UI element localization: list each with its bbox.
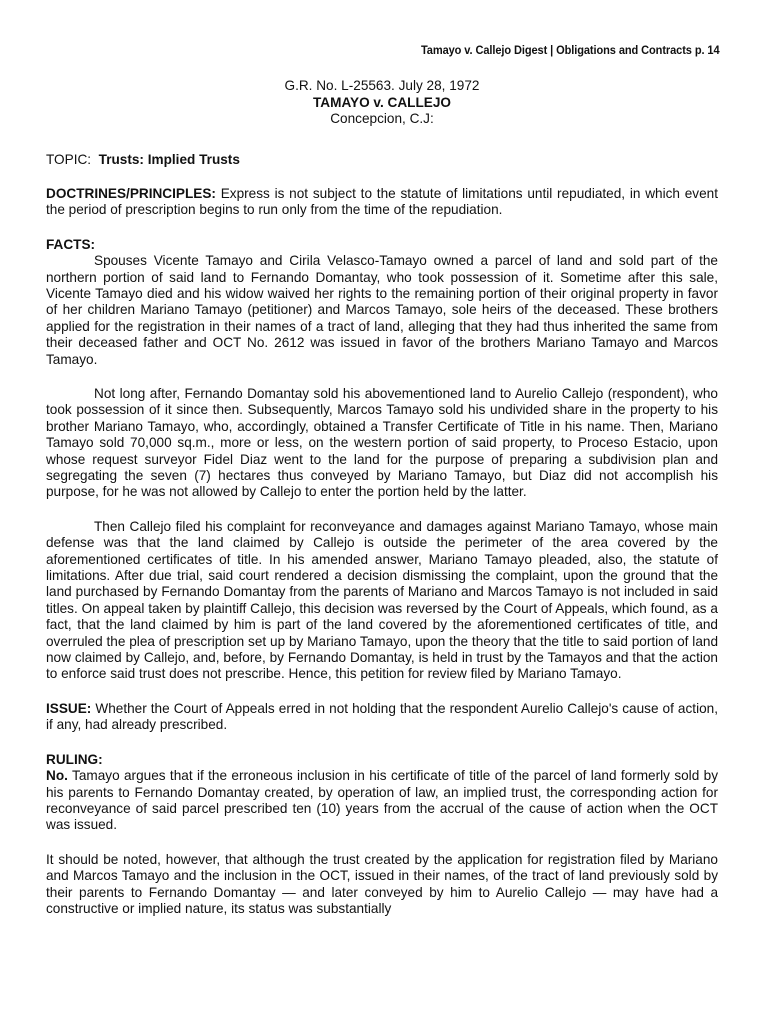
doctrines-paragraph xyxy=(46,186,718,219)
ruling-heading: RULING: xyxy=(46,751,103,767)
case-title: TAMAYO v. CALLEJO xyxy=(313,94,451,110)
topic-value: Trusts: Implied Trusts xyxy=(98,151,240,167)
running-header: Tamayo v. Callejo Digest | Obligations and Contracts p. 14 xyxy=(421,43,720,57)
facts-paragraph-1: Spouses Vicente Tamayo and Cirila Velasco-Tamayo owned a parcel of land and sold part of the northern portion of said land to Fernando Domantay, who took possession of it. Sometime after this sale, Vicente Tamayo died and his widow waived her rights to the remaining portion of their original property in favor of her children Mariano Tamayo (petitioner) and Marcos Tamayo, sole heirs of the deceased. These brothers applied for the registration in their names of a tract of land, alleging that they had thus inherited the same from their deceased father and OCT No. 2612 was issued in favor of the brothers Mariano Tamayo and Marcos Tamayo. xyxy=(46,253,718,367)
topic-line xyxy=(46,152,718,168)
ruling-lead: No. xyxy=(46,768,68,784)
facts-heading: FACTS: xyxy=(46,236,96,252)
doctrines-text: Express is not subject to the statute of limitations until repudiated, in which event the period of prescription begins to run only from the time of the repudiation. xyxy=(46,185,718,218)
facts-paragraph-3: Then Callejo filed his complaint for reconveyance and damages against Mariano Tamayo, whose main defense was that the land claimed by Callejo is outside the perimeter of the area covered by the aforementioned certificates of title. In his amended answer, Mariano Tamayo pleaded, also, the statute of limitations. After due trial, said court rendered a decision dismissing the complaint, upon the ground that the land purchased by Fernando Domantay from the parents of Mariano and Marcos Tamayo is not included in said titles. On appeal taken by plaintiff Callejo, this decision was reversed by the Court of Appeals, which found, as a fact, that the land claimed by him is part of the land covered by the aforementioned certificates of title, and overruled the plea of prescription set up by Mariano Tamayo, upon the theory that the title to said portion of land now claimed by Callejo, and, before, by Fernando Domantay, is held in trust by the Tamayos and that the action to enforce said trust does not prescribe. Hence, this petition for review filed by Mariano Tamayo. xyxy=(46,518,718,682)
gr-number: G.R. No. L-25563. July 28, 1972 xyxy=(284,78,480,93)
ruling-paragraph-2: It should be noted, however, that although the trust created by the application for registration filed by Mariano and Marcos Tamayo and the inclusion in the OCT, issued in their names, of the tract of land previously sold by their parents to Fernando Domantay — and later conveyed by him to Aurelio Callejo — may have had a constructive or implied nature, its status was substantially xyxy=(46,851,718,916)
document-body xyxy=(46,78,718,917)
case-caption xyxy=(46,78,718,128)
ruling-paragraph-1 xyxy=(46,768,718,834)
topic-label: TOPIC: xyxy=(46,151,92,167)
issue-label: ISSUE: xyxy=(46,700,92,716)
issue-paragraph xyxy=(46,701,718,734)
ponente: Concepcion, C.J: xyxy=(330,111,434,126)
doctrines-label: DOCTRINES/PRINCIPLES: xyxy=(46,185,216,201)
issue-text: Whether the Court of Appeals erred in not holding that the respondent Aurelio Callejo's cause of action, if any, had already prescribed. xyxy=(46,700,718,733)
facts-paragraph-2: Not long after, Fernando Domantay sold his abovementioned land to Aurelio Callejo (respondent), who took possession of it since then. Subsequently, Marcos Tamayo sold his undivided share in the property to his brother Mariano Tamayo, who, accordingly, obtained a Transfer Certificate of Title in his name. Then, Mariano Tamayo sold 70,000 sq.m., more or less, on the western portion of said property, to Proceso Estacio, upon whose request surveyor Fidel Diaz went to the land for the purpose of preparing a subdivision plan and segregating the seven (7) hectares thus conveyed by Mariano Tamayo, but Diaz did not accomplish his purpose, for he was not allowed by Callejo to enter the portion held by the latter. xyxy=(46,385,718,500)
ruling-text-1: Tamayo argues that if the erroneous inclusion in his certificate of title of the parcel of land formerly sold by his parents to Fernando Domantay created, by operation of law, an implied trust, the corresponding action for reconveyance of said parcel prescribed ten (10) years from the accrual of the cause of action when the OCT was issued. xyxy=(46,768,718,833)
